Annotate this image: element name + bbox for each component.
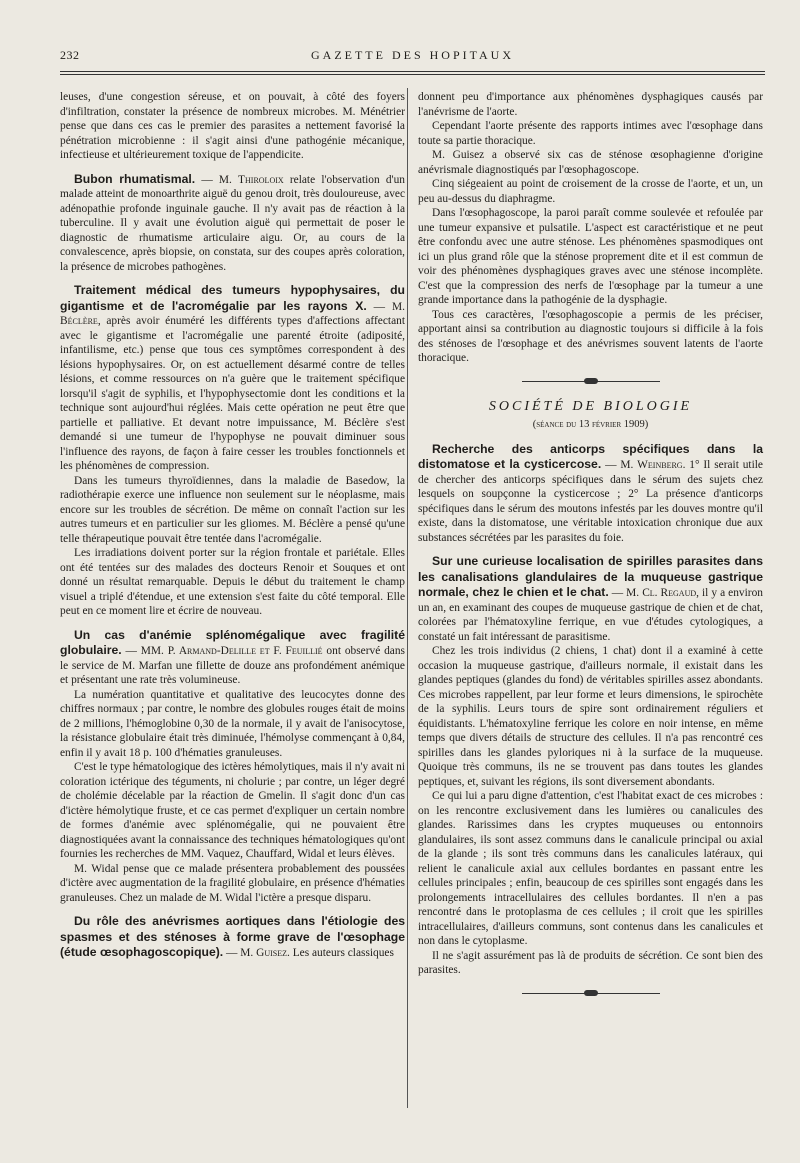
article-text: relate l'observation d'un malade atteint de monoarthrite aiguë du genou droit, très douloureuse, avec adénopathie profonde inguinale gauche. Il n'y avait pas de réaction à la tuberculine. Il y avait une évolution aiguë qui permettait de poser le diagnostic de rhumatisme articulaire aigu. Or, au cours de la convalescence, après biopsie, on constata, sur des coupes après coloration, la présence de microbes pathogènes.: [60, 173, 405, 273]
article-author: P. Armand-Delille et F. Feuillié: [167, 645, 323, 657]
article-title: Recherche des anticorps spécifiques dans la distomatose et la cysticercose.: [418, 441, 763, 471]
article-hypophyse: Traitement médical des tumeurs hypophysaires, du gigantisme et de l'acromégalie par les rayons X. — M. Béclère, après avoir énuméré les différents types d'affections affectant avec le gigantisme et l'acromégalie une parenté étroite (adiposité, infantilisme, etc.) pense que tous ces symptômes correspondent à des lésions hypophysaires. Or, on est actuellement désarmé contre de telles lésions, et comme ressources on n'a guère que le traitement spécifique lorsqu'il s'agit de syphilis, et l'hypophysectomie dont les conditions et la technique sont aujourd'hui réglées. Mais cette opération ne peut être que partielle et palliative. Et devant notre impuissance, M. Béclère s'est demandé si une tumeur de l'hypophyse ne pouvait diminuer sous l'influence des rayons, de façon à faire cesser les troubles fonctionnels et les phénomènes de compression. Dans les tumeurs thyroïdiennes, dans la maladie de Basedow, la radiothérapie exerce une influence non seulement sur le néoplasme, mais encore sur les troubles de sécrétion. De même on connaît l'action sur les autres tumeurs et en particulier sur les gliomes. M. Béclère a pensé qu'une telle thérapeutique pouvait être tentée dans l'acromégalie. Les irradiations doivent porter sur la région frontale et pariétale. Elles ont été tentées sur des malades des docteurs Renoir et Souques et ont donné un résultat remarquable. Depuis le début du traitement le champ visuel a triplé d'étendue, et une extension s'est faite du côté temporal. Elle peut en ce moment lire et écrire de nouveau.: [60, 283, 406, 617]
article-title: Traitement médical des tumeurs hypophysaires, du gigantisme et de l'acromégalie par les rayons X.: [60, 283, 405, 313]
paragraph: Il ne s'agit assurément pas là de produits de sécrétion. Ce sont bien des parasites.: [418, 949, 763, 976]
left-column: [60, 90, 405, 961]
paragraph: Tous ces caractères, l'œsophagoscopie a permis de les préciser, apportant ainsi sa contribution au diagnostic toujours si difficile à la fois des sténoses de l'œsophage et des anévrismes souvent latents de l'aorte thoracique.: [418, 308, 763, 364]
article-title: Du rôle des anévrismes aortiques dans l'étiologie des spasmes et des sténoses à forme grave de l'œsophage (étude œsophagoscopique).: [60, 914, 405, 959]
article-author: Weinberg: [637, 459, 683, 471]
paragraph: Cinq siégeaient au point de croisement de la crosse de l'aorte, et un, un peu au-dessus du diaphragme.: [418, 178, 763, 205]
paragraph: Les irradiations doivent porter sur la région frontale et pariétale. Elles ont été tentées sur des malades des docteurs Renoir et Souques et ont donné un résultat remarquable. Depuis le début du traitement le champ visuel a triplé d'étendue, et une extension s'est faite du côté temporal. Elle peut en ce moment lire et écrire de nouveau.: [60, 547, 405, 617]
article-author: Guisez: [256, 947, 287, 959]
paragraph: C'est le type hématologique des ictères hémolytiques, mais il n'y avait ni coloration ictérique des téguments, ni cholurie ; par contre, un léger degré de cholémie décelable par la réaction de Gmelin. Il s'agit donc d'un cas d'ictère hémolytique fruste, et ce cas permet d'expliquer un certain nombre de formes d'anémie avec splénomégalie, qui ne pouvaient être diagnostiquées avant la connaissance des techniques hématologiques qu'ont fournies les recherches de MM. Vaquez, Chauffard, Widal et leurs élèves.: [60, 761, 405, 860]
paragraph: Ce qui lui a paru digne d'attention, c'est l'habitat exact de ces microbes : on les rencontre exclusivement dans les lumières ou canalicules des glandes. Rarissimes dans les cryptes muqueuses ou entonnoirs glandulaires, ils sont assez communs dans le canalicule principal ou axial de la glande ; ils sont très communs dans les canalicules latéraux, qui relient le canalicule axial aux cellules bordantes en passant entre les cellules principales ; enfin, beaucoup de ces spirilles sont engagés dans les prolongements intracellulaires des cellules bordantes. Il n'en a pas rencontré dans le protoplasma de ces cellules ; il croit que les spirilles intracellulaires, d'ailleurs communs, sont contenus dans les canalicules et non dans le cytoplasme.: [418, 790, 763, 947]
article-author: Béclère: [60, 315, 98, 327]
article-author: Cl. Regaud: [642, 587, 697, 599]
page-header: [60, 48, 765, 68]
section-subtitle: (séance du 13 février 1909): [532, 419, 649, 430]
article-bubon: Bubon rhumatismal. — M. Thiroloix relate l'observation d'un malade atteint de monoarthrite aiguë du genou droit, très douloureuse, avec adénopathie profonde inguinale gauche. Il n'y avait pas de réaction à la tuberculine. Il y avait une évolution aiguë qui permettait de poser le diagnostic de rhumatisme articulaire aigu. Or, au cours de la convalescence, après biopsie, on constata, sur des coupes après coloration, la présence de microbes pathogènes.: [60, 171, 405, 273]
article-title: Un cas d'anémie splénomégalique avec fragilité globulaire.: [60, 627, 405, 657]
page-number: 232: [60, 48, 80, 62]
paragraph: donnent peu d'importance aux phénomènes dysphagiques causés par l'anévrisme de l'aorte.: [418, 91, 763, 118]
article-text: ont observé dans le service de M. Marfan une fillette de douze ans profondément anémique et présentant une rate très volumineuse.: [60, 645, 405, 686]
header-rule: [60, 71, 765, 72]
article-title: Bubon rhumatismal.: [74, 171, 196, 186]
paragraph: Dans l'œsophagoscope, la paroi paraît comme soulevée et refoulée par une tumeur expansive et pulsatile. L'aspect est caractéristique et ne peut être confondu avec une autre sténose. Les phénomènes spasmodiques ont ici un plus grand rôle que la sténose proprement dite et il est commun de voir des phénomènes dysphagiques graves avec une sténose incomplète. C'est que la compression des nerfs de l'œsophage par la tumeur a une grande importance dans la pathogénie de la dysphagie.: [418, 207, 763, 306]
article-text: Les auteurs classiques: [292, 947, 394, 959]
paragraph: M. Widal pense que ce malade présentera probablement des poussées d'ictère avec augmentation de la fragilité globulaire, en présence d'hématies granuleuses. Chez un malade de M. Widal l'ictère a presque disparu.: [60, 862, 405, 904]
article-author: Thiroloix: [238, 173, 284, 186]
end-ornament: [418, 988, 763, 998]
section-title: SOCIÉTÉ DE BIOLOGIE: [488, 398, 693, 414]
journal-title: GAZETTE DES HOPITAUX: [310, 48, 515, 62]
paragraph: Cependant l'aorte présente des rapports intimes avec l'œsophage dans toute sa partie thoracique.: [418, 120, 763, 147]
article-spirilles: Sur une curieuse localisation de spirilles parasites dans les canalisations glandulaires de la muqueuse gastrique normale, chez le chien et le chat. — M. Cl. Regaud, il y a environ un an, en examinant des coupes de muqueuse gastrique de chien et de chat, colorées par l'hématoxyline ferrique, en vue d'études cytologiques, a constaté un fait intéressant de parasitisme. Chez les trois individus (2 chiens, 1 chat) dont il a examiné à cette occasion la muqueuse gastrique, d'ailleurs normale, il existait dans les glandes peptiques (glandes du fond) de véritables spirilles assez abondants. Ces microbes rappellent, par leur forme et leurs dimensions, le spirochète de la syphilis. Leurs tours de spire sont ordinairement réguliers et équidistants. L'hématoxyline ferrique les colore en noir intense, en même temps que divers détails de structure des cellules. Il n'a pas rencontré ces spirilles dans les glandes pyloriques ni à la surface de la muqueuse. Quoique très communs, ils ne se trouvent pas dans toutes les glandes peptiques, et, suivant les régions, ils sont diversement abondants. Ce qui lui a paru digne d'attention, c'est l'habitat exact de ces microbes : on les rencontre exclusivement dans les lumières ou canalicules des glandes. Rarissimes dans les cryptes muqueuses ou entonnoirs glandulaires, ils sont assez communs dans le canalicule principal ou axial de la glande ; ils sont très communs dans les canalicules latéraux, qui relient le canalicule axial aux cellules bordantes en passant entre les cellules principales ; enfin, beaucoup de ces spirilles sont engagés dans les prolongements intracellulaires des cellules bordantes. Il n'en a pas rencontré dans le protoplasma de ces cellules ; il croit que les spirilles intracellulaires, d'ailleurs communs, sont contenus dans les canalicules et non dans le cytoplasme. Il ne s'agit assurément pas là de produits de sécrétion. Ce sont bien des parasites.: [418, 554, 763, 976]
article-anemie: Un cas d'anémie splénomégalique avec fragilité globulaire. — MM. P. Armand-Delille et F. Feuillié ont observé dans le service de M. Marfan une fillette de douze ans profondément anémique et présentant une rate très volumineuse. La numération quantitative et qualitative des leucocytes donne des chiffres normaux ; par contre, le nombre des globules rouges était de moins de 2 millions, l'hémoglobine 0,30 de la normale, il y avait de l'anisocytose, la résistance globulaire était très diminuée, l'hémolyse commençant à 0,84, enfin il y avait 18 p. 100 d'hématies granuleuses. C'est le type hématologique des ictères hémolytiques, mais il n'y avait ni coloration ictérique des téguments, ni cholurie ; par contre, un léger degré de cholémie décelable par la réaction de Gmelin. Il s'agit donc d'un cas d'ictère hémolytique fruste, et ce cas permet d'expliquer un certain nombre de formes d'anémie avec splénomégalie, qui ne pouvaient être diagnostiquées avant la connaissance des techniques hématologiques qu'ont fournies les recherches de MM. Vaquez, Chauffard, Widal et leurs élèves. M. Widal pense que ce malade présentera probablement des poussées d'ictère avec augmentation de la fragilité globulaire, en présence d'hématies granuleuses. Chez un malade de M. Widal l'ictère a presque disparu.: [60, 627, 405, 904]
article-text: il y a environ un an, en examinant des coupes de muqueuse gastrique de chien et de chat, colorées par l'hématoxyline ferrique, en vue d'études cytologiques, a constaté un fait intéressant de parasitisme.: [418, 587, 763, 643]
right-column: [418, 90, 763, 1004]
section-ornament: [418, 376, 763, 386]
article-anevrismes: Du rôle des anévrismes aortiques dans l'étiologie des spasmes et des sténoses à forme grave de l'œsophage (étude œsophagoscopique). — M. Guisez. Les auteurs classiques: [60, 914, 405, 959]
column-divider: [407, 88, 408, 1108]
paragraph: M. Guisez a observé six cas de sténose œsophagienne d'origine anévrismale diagnostiqués par l'œsophagoscope.: [418, 149, 763, 176]
paragraph: Chez les trois individus (2 chiens, 1 chat) dont il a examiné à cette occasion la muqueuse gastrique, d'ailleurs normale, il existait dans les glandes peptiques (glandes du fond) de véritables spirilles assez abondants. Ces microbes rappellent, par leur forme et leurs dimensions, le spirochète de la syphilis. Leurs tours de spire sont ordinairement réguliers et équidistants. L'hématoxyline ferrique les colore en noir intense, en même temps que divers détails de structure des cellules. Il n'a pas rencontré ces spirilles dans les glandes pyloriques ni à la surface de la muqueuse. Quoique très communs, ils ne se trouvent pas dans toutes les glandes peptiques, et, suivant les régions, ils sont diversement abondants.: [418, 645, 763, 788]
article-text: 1° Il serait utile de chercher des anticorps spécifiques dans le sérum des sujets chez lesquels on soupçonne la cysticercose ; 2° La présence d'anticorps spécifiques dans le sérum des moutons infestés par les douves montre qu'il existe, dans la distomatose, une véritable intoxication chronique due aux substances sécrétées par les parasites du foie.: [418, 459, 763, 544]
paragraph: Dans les tumeurs thyroïdiennes, dans la maladie de Basedow, la radiothérapie exerce une influence non seulement sur le néoplasme, mais encore sur les troubles de sécrétion. De même on connaît l'action sur les autres tumeurs et en particulier sur les gliomes. M. Béclère a pensé qu'une telle thérapeutique pouvait être tentée dans l'acromégalie.: [60, 474, 405, 545]
article-title: Sur une curieuse localisation de spirilles parasites dans les canalisations glandulaires de la muqueuse gastrique normale, chez le chien et le chat.: [418, 554, 763, 599]
paragraph: leuses, d'une congestion séreuse, et on pouvait, à côté des foyers d'infiltration, constater la présence de nombreux microbes. M. Ménétrier pense que dans ces cas le premier des parasites a nettement favorisé la pénétration microbienne : il s'agit ainsi d'une pathogénie mécanique, infectieuse et ultérieurement toxique de l'appendicite.: [60, 91, 405, 161]
paragraph: La numération quantitative et qualitative des leucocytes donne des chiffres normaux ; par contre, le nombre des globules rouges était de moins de 2 millions, l'hémoglobine 0,30 de la normale, il y avait de l'anisocytose, la résistance globulaire était très diminuée, l'hémolyse commençant à 0,84, enfin il y avait 18 p. 100 d'hématies granuleuses.: [60, 688, 405, 759]
article-anticorps: Recherche des anticorps spécifiques dans la distomatose et la cysticercose. — M. Weinberg. 1° Il serait utile de chercher des anticorps spécifiques dans le sérum des sujets chez lesquels on soupçonne la cysticercose ; 2° La présence d'anticorps spécifiques dans le sérum des moutons infestés par les douves montre qu'il existe, dans la distomatose, une véritable intoxication chronique due aux substances sécrétées par les parasites du foie.: [418, 441, 763, 544]
header-rule-2: [60, 74, 765, 75]
article-text: après avoir énuméré les différents types d'affections affectant avec le gigantisme et l'acromégalie une parenté étroite (adiposité, infantilisme, etc.) pense que tous ces symptômes correspondent à des lésions hypophysaires. Or, on est actuellement désarmé contre de telles lésions, et comme ressources on n'a guère que le traitement spécifique lorsqu'il s'agit de syphilis, et l'hypophysectomie dont les conditions et la technique sont aujourd'hui réglées. Mais cette opération ne peut être que partielle et palliative. Et devant notre impuissance, M. Béclère s'est demandé si une tumeur de l'hypophyse ne pouvait diminuer sous l'influence des rayons, de façon à faire cesser les troubles fonctionnels et les phénomènes de compression.: [60, 315, 405, 472]
